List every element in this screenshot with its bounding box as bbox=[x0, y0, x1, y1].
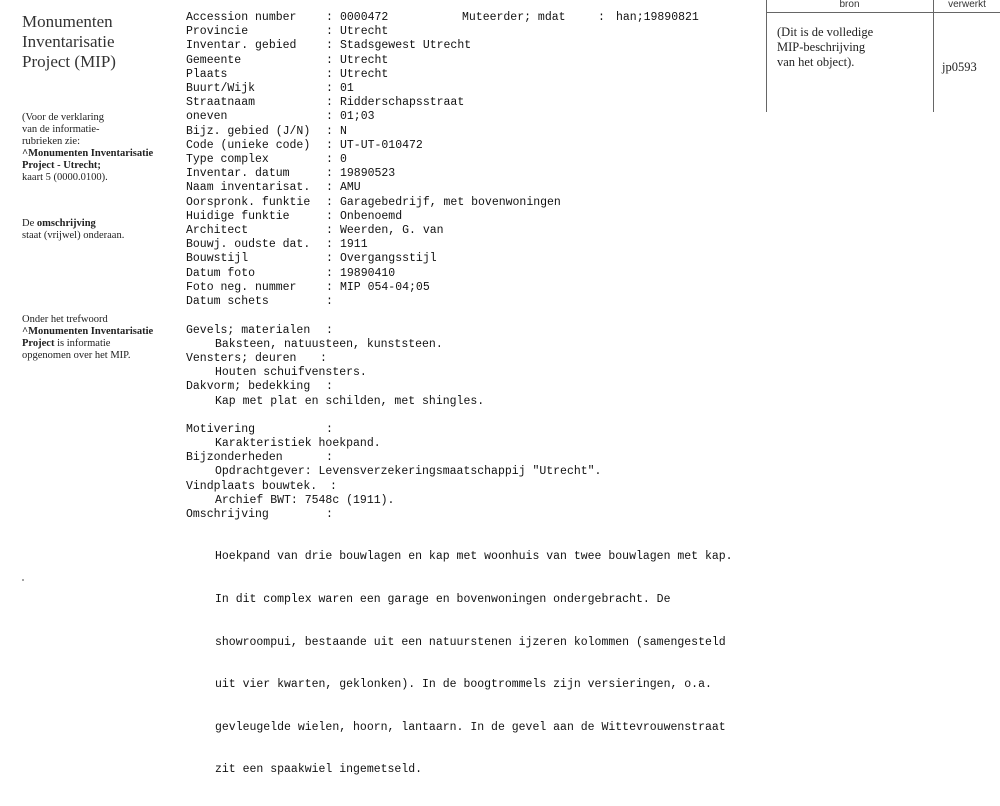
field-label: Foto neg. nummer bbox=[186, 280, 297, 294]
field-label: Inventar. datum bbox=[186, 167, 290, 181]
sidebar bbox=[22, 12, 182, 361]
field-value: N bbox=[340, 124, 347, 138]
note-line bbox=[22, 326, 153, 338]
field-value: Weerden, G. van bbox=[340, 224, 444, 237]
section-label-vindplaats: Vindplaats bouwtek. bbox=[186, 480, 318, 493]
field-colon: : bbox=[326, 280, 333, 294]
field-colon: : bbox=[326, 252, 333, 266]
description-line: zit een spaakwiel ingemetseld. bbox=[215, 763, 423, 777]
field-label: Bouwstijl bbox=[186, 252, 249, 266]
sidebar-title-line: Monumenten bbox=[22, 12, 113, 31]
field-value: 19890410 bbox=[340, 266, 396, 280]
section-text-vensters: Houten schuifvensters. bbox=[215, 366, 367, 379]
header-processed: verwerkt bbox=[948, 0, 986, 10]
field-colon: : bbox=[326, 508, 333, 521]
field-label: Naam inventarisat. bbox=[186, 181, 311, 195]
note-line: staat (vrijwel) onderaan. bbox=[22, 230, 125, 241]
field-colon: : bbox=[326, 266, 333, 280]
field-label: Straatnaam bbox=[186, 96, 256, 110]
section-text-gevels: Baksteen, natuusteen, kunststeen. bbox=[215, 338, 443, 351]
section-label-omschrijving: Omschrijving bbox=[186, 508, 269, 521]
field-colon: : bbox=[326, 39, 333, 53]
field-label: Architect bbox=[186, 224, 249, 237]
field-label: Oorspronk. funktie bbox=[186, 195, 311, 209]
field-colon: : bbox=[326, 153, 333, 166]
field-colon: : bbox=[326, 110, 333, 124]
muteerder-label: Muteerder; mdat bbox=[462, 11, 566, 24]
field-value: Utrecht bbox=[340, 67, 389, 81]
field-value: Overgangsstijl bbox=[340, 252, 437, 266]
field-colon: : bbox=[326, 195, 333, 209]
field-colon: : bbox=[326, 451, 333, 464]
sidebar-title bbox=[22, 12, 182, 72]
field-value: Utrecht bbox=[340, 25, 389, 39]
section-label-dakvorm: Dakvorm; bedekking bbox=[186, 380, 311, 393]
table-divider bbox=[933, 0, 934, 112]
field-value: Utrecht bbox=[340, 53, 389, 67]
field-colon: : bbox=[326, 53, 333, 67]
header-source: bron bbox=[839, 0, 860, 10]
note-line bbox=[22, 160, 153, 172]
description-line: uit vier kwarten, geklonken). In de boogtrommels zijn versieringen, o.a. bbox=[215, 678, 712, 692]
field-value: 01 bbox=[340, 82, 354, 95]
field-value: 0000472 bbox=[340, 11, 389, 24]
section-label-vensters: Vensters; deuren bbox=[186, 352, 297, 365]
source-line: MIP-beschrijving bbox=[777, 40, 866, 54]
note-bold-text: Project - Utrecht; bbox=[22, 160, 101, 171]
scan-speck bbox=[22, 579, 24, 581]
field-label: Gemeente bbox=[186, 53, 242, 67]
source-description bbox=[777, 25, 927, 70]
field-label: Type complex bbox=[186, 153, 269, 166]
source-table-header bbox=[766, 0, 1000, 13]
field-label: Datum schets bbox=[186, 295, 269, 308]
source-line: van het object). bbox=[777, 55, 855, 69]
description-line: Hoekpand van drie bouwlagen en kap met woonhuis van twee bouwlagen met kap. bbox=[215, 550, 733, 564]
field-colon: : bbox=[326, 380, 333, 393]
field-colon: : bbox=[326, 82, 333, 95]
sidebar-title-line: Inventarisatie bbox=[22, 32, 115, 51]
field-value: MIP 054-04;05 bbox=[340, 280, 430, 294]
note-bold-text: Project bbox=[22, 338, 55, 349]
field-value: 1911 bbox=[340, 238, 368, 252]
sidebar-title-line: Project (MIP) bbox=[22, 52, 116, 71]
field-colon: : bbox=[330, 480, 337, 493]
section-label-motivering: Motivering bbox=[186, 423, 256, 436]
field-colon: : bbox=[326, 124, 333, 138]
field-value: Garagebedrijf, met bovenwoningen bbox=[340, 195, 561, 209]
note-line bbox=[22, 148, 153, 160]
source-table bbox=[766, 0, 1000, 112]
description-line: gevleugelde wielen, hoorn, lantaarn. In de gevel aan de Wittevrouwenstraat bbox=[215, 720, 726, 734]
field-label: Huidige funktie bbox=[186, 209, 290, 223]
field-value: 01;03 bbox=[340, 110, 375, 124]
note-bold-text: ^Monumenten Inventarisatie bbox=[22, 148, 154, 159]
field-colon: : bbox=[326, 181, 333, 195]
section-label-bijzonderheden: Bijzonderheden bbox=[186, 451, 283, 464]
field-colon: : bbox=[326, 295, 333, 308]
section-label-gevels: Gevels; materialen bbox=[186, 324, 311, 337]
field-label: Buurt/Wijk bbox=[186, 82, 256, 95]
note-line: opgenomen over het MIP. bbox=[22, 350, 131, 361]
field-colon: : bbox=[326, 67, 333, 81]
field-label: Accession number bbox=[186, 11, 297, 24]
sidebar-note-keyword bbox=[22, 314, 153, 362]
section-text-dakvorm: Kap met plat en schilden, met shingles. bbox=[215, 395, 485, 408]
field-value: AMU bbox=[340, 181, 361, 195]
table-divider bbox=[766, 0, 767, 112]
note-line bbox=[22, 338, 153, 350]
note-line: van de informatie- bbox=[22, 124, 100, 135]
field-colon: : bbox=[320, 352, 327, 365]
field-colon: : bbox=[326, 167, 333, 181]
note-text: De bbox=[22, 218, 37, 229]
note-bold-text: omschrijving bbox=[36, 218, 96, 229]
field-label: Bijz. gebied (J/N) bbox=[186, 124, 311, 138]
note-bold-text: ^Monumenten Inventarisatie bbox=[22, 326, 154, 337]
field-colon: : bbox=[326, 423, 333, 436]
section-text-bijzonderheden: Opdrachtgever: Levensverzekeringsmaatschappij "Utrecht". bbox=[215, 465, 602, 478]
field-colon: : bbox=[598, 11, 605, 24]
note-line bbox=[22, 218, 124, 230]
field-label: Bouwj. oudste dat. bbox=[186, 238, 311, 252]
field-colon: : bbox=[326, 25, 333, 39]
field-label: Code (unieke code) bbox=[186, 138, 311, 152]
field-label: Plaats bbox=[186, 67, 228, 81]
field-value: Stadsgewest Utrecht bbox=[340, 39, 472, 53]
note-line: Onder het trefwoord bbox=[22, 314, 108, 325]
note-line: kaart 5 (0000.0100). bbox=[22, 172, 108, 183]
field-value: Onbenoemd bbox=[340, 209, 403, 223]
section-text-vindplaats: Archief BWT: 7548c (1911). bbox=[215, 494, 395, 507]
field-colon: : bbox=[326, 324, 333, 337]
sidebar-note-description bbox=[22, 218, 124, 242]
field-label: Inventar. gebied bbox=[186, 39, 297, 53]
source-line: (Dit is de volledige bbox=[777, 25, 874, 39]
field-colon: : bbox=[326, 238, 333, 252]
field-label: oneven bbox=[186, 110, 228, 124]
field-colon: : bbox=[326, 138, 333, 152]
field-value: Ridderschapsstraat bbox=[340, 96, 465, 110]
field-value: UT-UT-010472 bbox=[340, 138, 423, 152]
note-line: rubrieken zie: bbox=[22, 136, 81, 147]
field-label: Provincie bbox=[186, 25, 249, 39]
field-colon: : bbox=[326, 209, 333, 223]
muteerder-value: han;19890821 bbox=[616, 11, 699, 24]
field-colon: : bbox=[326, 224, 333, 237]
note-text: is informatie bbox=[54, 338, 111, 349]
field-value: 0 bbox=[340, 153, 347, 166]
section-text-motivering: Karakteristiek hoekpand. bbox=[215, 437, 381, 450]
field-colon: : bbox=[326, 11, 333, 24]
note-line: (Voor de verklaring bbox=[22, 112, 105, 123]
description-text bbox=[215, 522, 775, 806]
processed-code: jp0593 bbox=[942, 60, 977, 74]
field-value: 19890523 bbox=[340, 167, 396, 181]
field-colon: : bbox=[326, 96, 333, 110]
sidebar-note-legend bbox=[22, 112, 153, 184]
field-label: Datum foto bbox=[186, 266, 256, 280]
description-line: showroompui, bestaande uit een natuurstenen ijzeren kolommen (samengesteld bbox=[215, 635, 726, 649]
description-line: In dit complex waren een garage en bovenwoningen ondergebracht. De bbox=[215, 593, 671, 607]
